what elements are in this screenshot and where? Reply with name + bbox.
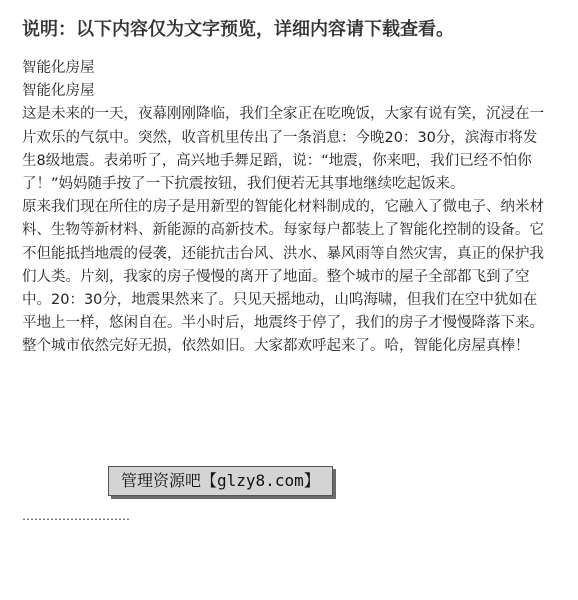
preview-notice: 说明：以下内容仅为文字预览，详细内容请下载查看。 [22, 19, 454, 40]
article-body [22, 57, 544, 359]
watermark-suffix: 】 [303, 471, 320, 490]
watermark-prefix: 管理资源吧【 [121, 471, 218, 490]
watermark-domain: glzy8.com [217, 471, 304, 490]
article-title: 智能化房屋 [22, 60, 95, 76]
paragraph: 原来我们现在所住的房子是用新型的智能化材料制成的，它融入了微电子、纳米材料、生物等新材料、新能源的高新技术。每家每户都装上了智能化控制的设备。它不但能抵挡地震的侵袭，还能抗击台风、洪水、暴风雨等自然灾害，真正的保护我们人类。片刻，我家的房子慢慢的离开了地面。整个城市的屋子全部都飞到了空中。20：30分，地震果然来了。只见天摇地动，山呜海啸，但我们在空中犹如在平地上一样，悠闲自在。半小时后，地震终于停了，我们的房子才慢慢降落下来。整个城市依然完好无损，依然如旧。大家都欢呼起来了。哈，智能化房屋真棒！ [22, 199, 544, 355]
article-subtitle: 智能化房屋 [22, 83, 95, 100]
ellipsis-divider: ……………………… [22, 509, 130, 523]
paragraph: 这是未来的一天，夜幕刚刚降临，我们全家正在吃晚饭，大家有说有笑，沉浸在一片欢乐的气氛中。突然，收音机里传出了一条消息：今晚20：30分，滨海市将发生8级地震。表弟听了，高兴地手舞足蹈，说：“地震，你来吧，我们已经不怕你了！”妈妈随手按了一下抗震按钮，我们便若无其事地继续吃起饭来。 [22, 106, 544, 193]
watermark-banner [108, 466, 333, 496]
